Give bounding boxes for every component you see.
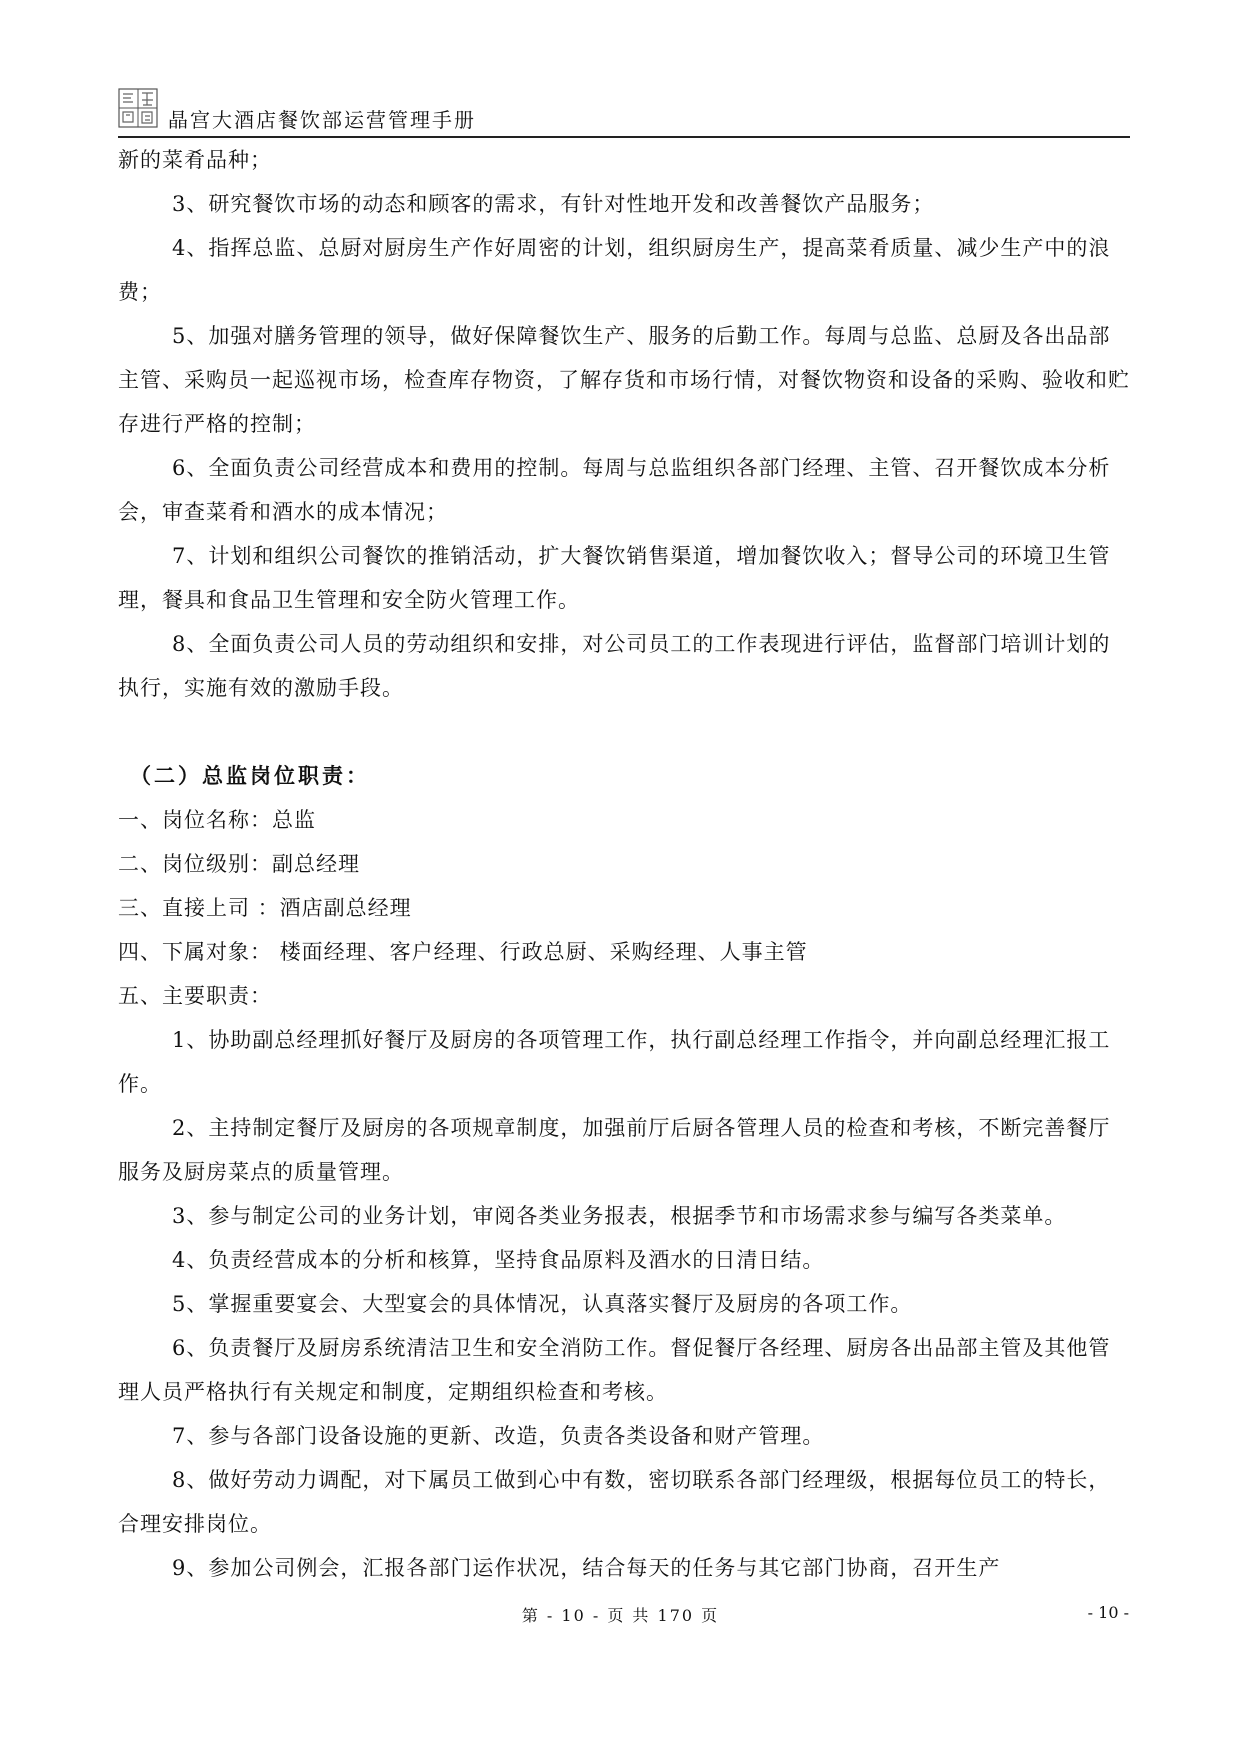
paragraph: 6、全面负责公司经营成本和费用的控制。每周与总监组织各部门经理、主管、召开餐饮成本分析会，审查菜肴和酒水的成本情况； xyxy=(118,456,1111,524)
paragraph: 5、加强对膳务管理的领导，做好保障餐饮生产、服务的后勤工作。每周与总监、总厨及各出品部主管、采购员一起巡视市场，检查库存物资，了解存货和市场行情，对餐饮物资和设备的采购、验收和贮存进行严格的控制； xyxy=(118,324,1130,436)
field-line: 一、岗位名称：总监 xyxy=(118,808,316,832)
paragraph: 新的菜肴品种； xyxy=(118,148,272,172)
page-footer-number: - 10 - xyxy=(1087,1603,1129,1622)
page-footer-count: 第 - 10 - 页 共 170 页 xyxy=(521,1606,720,1625)
field-line: 二、岗位级别：副总经理 xyxy=(118,852,360,876)
paragraph: 7、计划和组织公司餐饮的推销活动，扩大餐饮销售渠道，增加餐饮收入；督导公司的环境卫生管理，餐具和食品卫生管理和安全防火管理工作。 xyxy=(118,544,1111,612)
duty-item: 9、参加公司例会，汇报各部门运作状况，结合每天的任务与其它部门协商，召开生产 xyxy=(172,1556,1001,1580)
page-header xyxy=(118,86,1130,138)
duty-item: 2、主持制定餐厅及厨房的各项规章制度，加强前厅后厨各管理人员的检查和考核，不断完善餐厅服务及厨房菜点的质量管理。 xyxy=(118,1116,1111,1184)
paragraph: 8、全面负责公司人员的劳动组织和安排，对公司员工的工作表现进行评估，监督部门培训计划的执行，实施有效的激励手段。 xyxy=(118,632,1111,700)
paragraph: 3、研究餐饮市场的动态和顾客的需求，有针对性地开发和改善餐饮产品服务； xyxy=(172,192,935,216)
duty-item: 4、负责经营成本的分析和核算，坚持食品原料及酒水的日清日结。 xyxy=(172,1248,825,1272)
duty-item: 3、参与制定公司的业务计划，审阅各类业务报表，根据季节和市场需求参与编写各类菜单。 xyxy=(172,1204,1067,1228)
duty-item: 8、做好劳动力调配，对下属员工做到心中有数，密切联系各部门经理级，根据每位员工的特长，合理安排岗位。 xyxy=(118,1468,1111,1536)
document-body xyxy=(118,138,1130,1590)
duty-item: 7、参与各部门设备设施的更新、改造，负责各类设备和财产管理。 xyxy=(172,1424,825,1448)
hotel-logo-icon xyxy=(118,88,158,128)
document-title: 晶宫大酒店餐饮部运营管理手册 xyxy=(168,108,476,132)
field-line: 三、直接上司 ：酒店副总经理 xyxy=(118,896,412,920)
field-line: 四、下属对象： 楼面经理、客户经理、行政总厨、采购经理、人事主管 xyxy=(118,940,808,964)
paragraph: 4、指挥总监、总厨对厨房生产作好周密的计划，组织厨房生产，提高菜肴质量、减少生产中的浪费； xyxy=(118,236,1111,304)
field-line: 五、主要职责： xyxy=(118,984,272,1008)
duty-item: 1、协助副总经理抓好餐厅及厨房的各项管理工作，执行副总经理工作指令，并向副总经理汇报工作。 xyxy=(118,1028,1111,1096)
duty-item: 5、掌握重要宴会、大型宴会的具体情况，认真落实餐厅及厨房的各项工作。 xyxy=(172,1292,913,1316)
spacer xyxy=(118,710,1130,754)
duty-item: 6、负责餐厅及厨房系统清洁卫生和安全消防工作。督促餐厅各经理、厨房各出品部主管及其他管理人员严格执行有关规定和制度，定期组织检查和考核。 xyxy=(118,1336,1111,1404)
section-title: （二）总监岗位职责： xyxy=(130,763,370,788)
